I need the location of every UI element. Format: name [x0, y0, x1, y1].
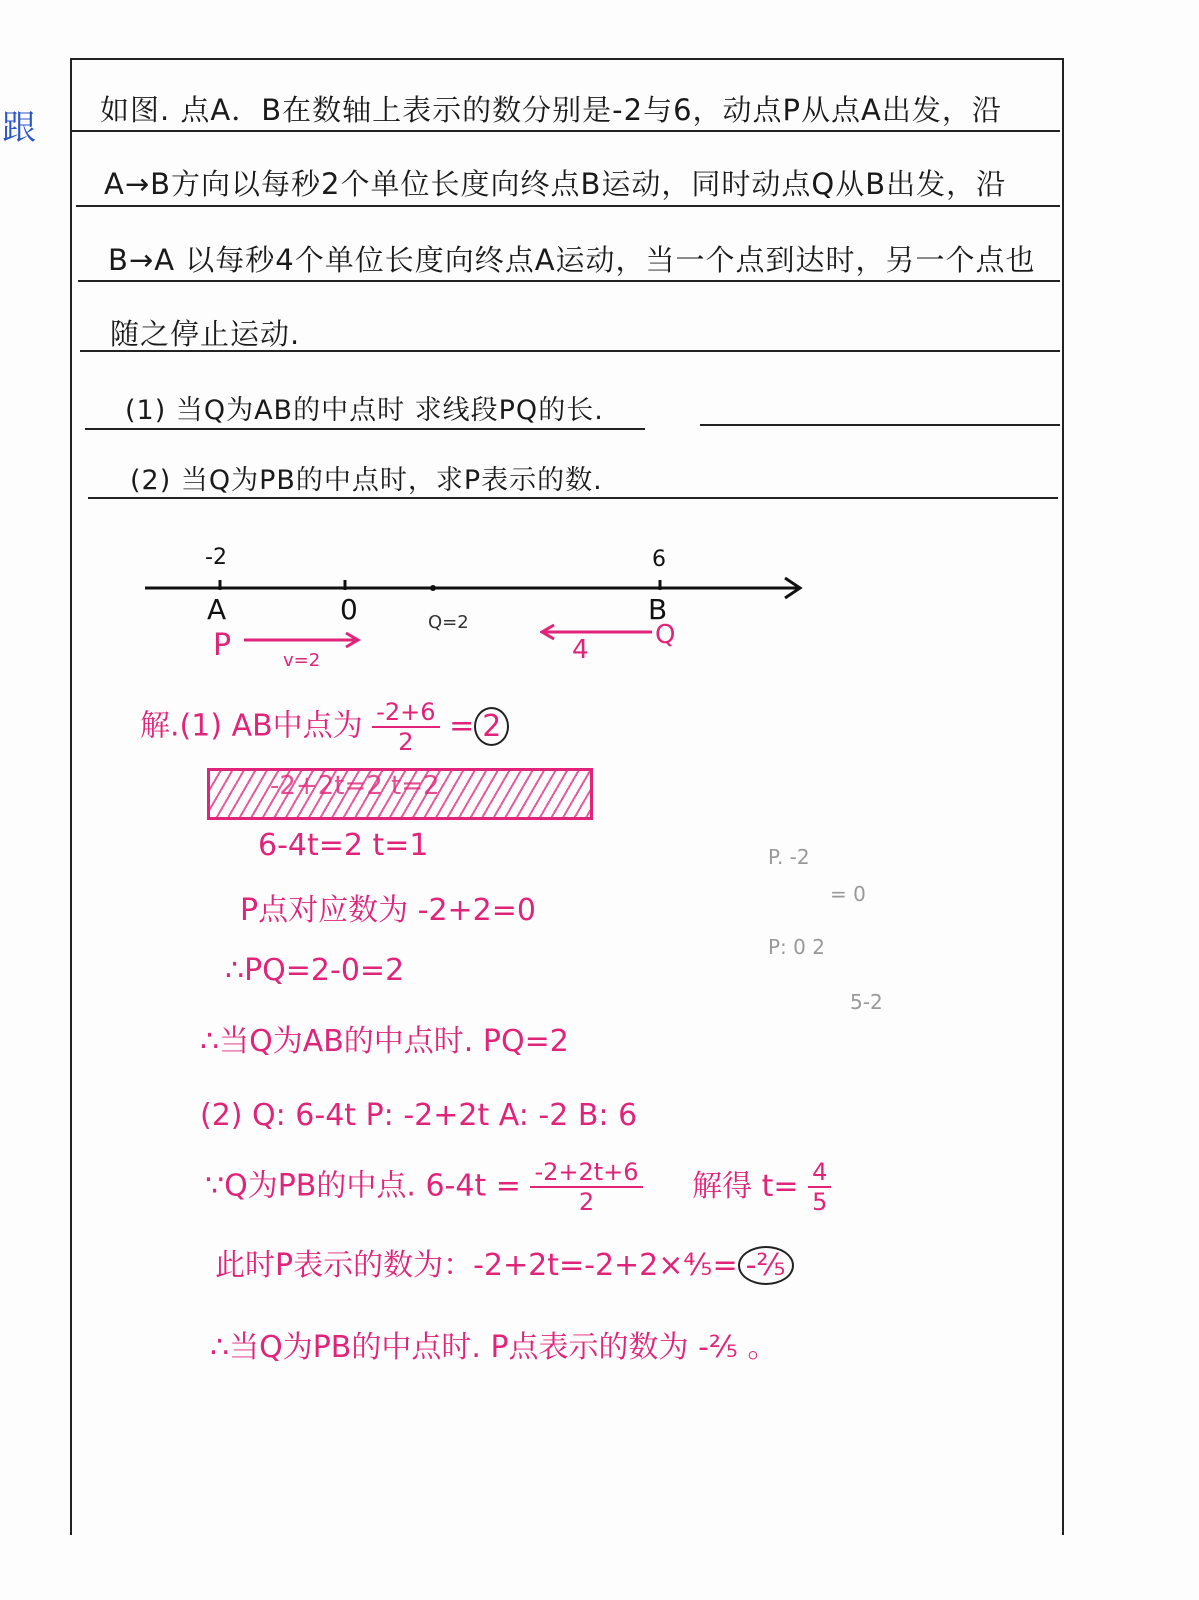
scratch-3: P: 0 2 [768, 935, 825, 959]
p-label: P [213, 628, 232, 663]
solve-label: 解得 t= [692, 1168, 799, 1204]
a-value: -2 [205, 545, 227, 570]
crossed-text: -2+2t=2 t=2 [270, 771, 440, 801]
solution-1-line-1 [140, 700, 509, 754]
midpoint-equation: ∵Q为PB的中点. 6-4t = [205, 1168, 521, 1204]
question-2: (2) 当Q为PB的中点时，求P表示的数. [130, 465, 603, 496]
fraction-denominator: 2 [578, 1188, 595, 1216]
fraction-denominator: 2 [398, 728, 414, 756]
midpoint-result: 2 [474, 707, 509, 746]
p-value-result: -²⁄₅ [738, 1246, 794, 1285]
crossed-out-work [207, 768, 593, 820]
p-speed: v=2 [283, 650, 321, 671]
q-arrow-icon [540, 622, 655, 642]
scratch-4: 5-2 [850, 990, 883, 1014]
rule-line [78, 280, 1060, 282]
solution-2-line-3 [215, 1240, 794, 1284]
solution-1-line-3: P点对应数为 -2+2=0 [240, 893, 536, 928]
rule-line [85, 428, 645, 430]
origin-label: 0 [340, 593, 358, 626]
margin-mark: 跟 [2, 108, 36, 148]
solution-1-line-2: 6-4t=2 t=1 [258, 828, 429, 863]
rule-line [72, 130, 1060, 132]
scratch-1: P. -2 [768, 845, 810, 869]
q-note: Q=2 [428, 612, 469, 633]
midpoint-fraction [372, 700, 439, 754]
rule-line [700, 424, 1060, 426]
fraction-numerator: -2+2t+6 [530, 1160, 642, 1188]
problem-line-2: A→B方向以每秒2个单位长度向终点B运动，同时动点Q从B出发，沿 [104, 167, 1007, 201]
problem-line-1: 如图. 点A．B在数轴上表示的数分别是-2与6，动点P从点A出发，沿 [100, 93, 1002, 127]
point-a-label: A [207, 593, 227, 626]
solution-2-line-1: (2) Q: 6-4t P: -2+2t A: -2 B: 6 [200, 1098, 638, 1133]
equation-fraction [530, 1160, 642, 1214]
p-value-computation: 此时P表示的数为：-2+2t=-2+2×⁴⁄₅= [215, 1248, 738, 1283]
t-fraction [808, 1160, 831, 1214]
rule-line [76, 205, 1060, 207]
question-1: (1) 当Q为AB的中点时 求线段PQ的长. [125, 395, 604, 426]
solution-1-conclusion: ∴当Q为AB的中点时. PQ=2 [200, 1024, 569, 1059]
fraction-numerator: -2+6 [372, 700, 439, 728]
scratch-2: = 0 [830, 882, 866, 906]
solution-2-conclusion: ∴当Q为PB的中点时. P点表示的数为 -²⁄₅ 。 [210, 1330, 778, 1365]
q-speed: 4 [572, 635, 589, 665]
problem-line-3: B→A 以每秒4个单位长度向终点A运动，当一个点到达时，另一个点也 [108, 243, 1036, 277]
solution-1-line-4: ∴PQ=2-0=2 [225, 953, 405, 988]
solution-2-line-2 [205, 1160, 831, 1214]
equals: = [449, 708, 475, 744]
point-b-label: B [648, 593, 668, 626]
b-value: 6 [652, 547, 666, 572]
problem-line-4: 随之停止运动. [110, 317, 301, 351]
fraction-denominator: 5 [812, 1188, 828, 1216]
solution-1-prefix: 解.(1) AB中点为 [140, 708, 363, 744]
rule-line [88, 497, 1058, 499]
number-line [140, 570, 810, 610]
fraction-numerator: 4 [808, 1160, 831, 1188]
q-label: Q [655, 620, 676, 650]
p-arrow-icon [244, 630, 364, 650]
